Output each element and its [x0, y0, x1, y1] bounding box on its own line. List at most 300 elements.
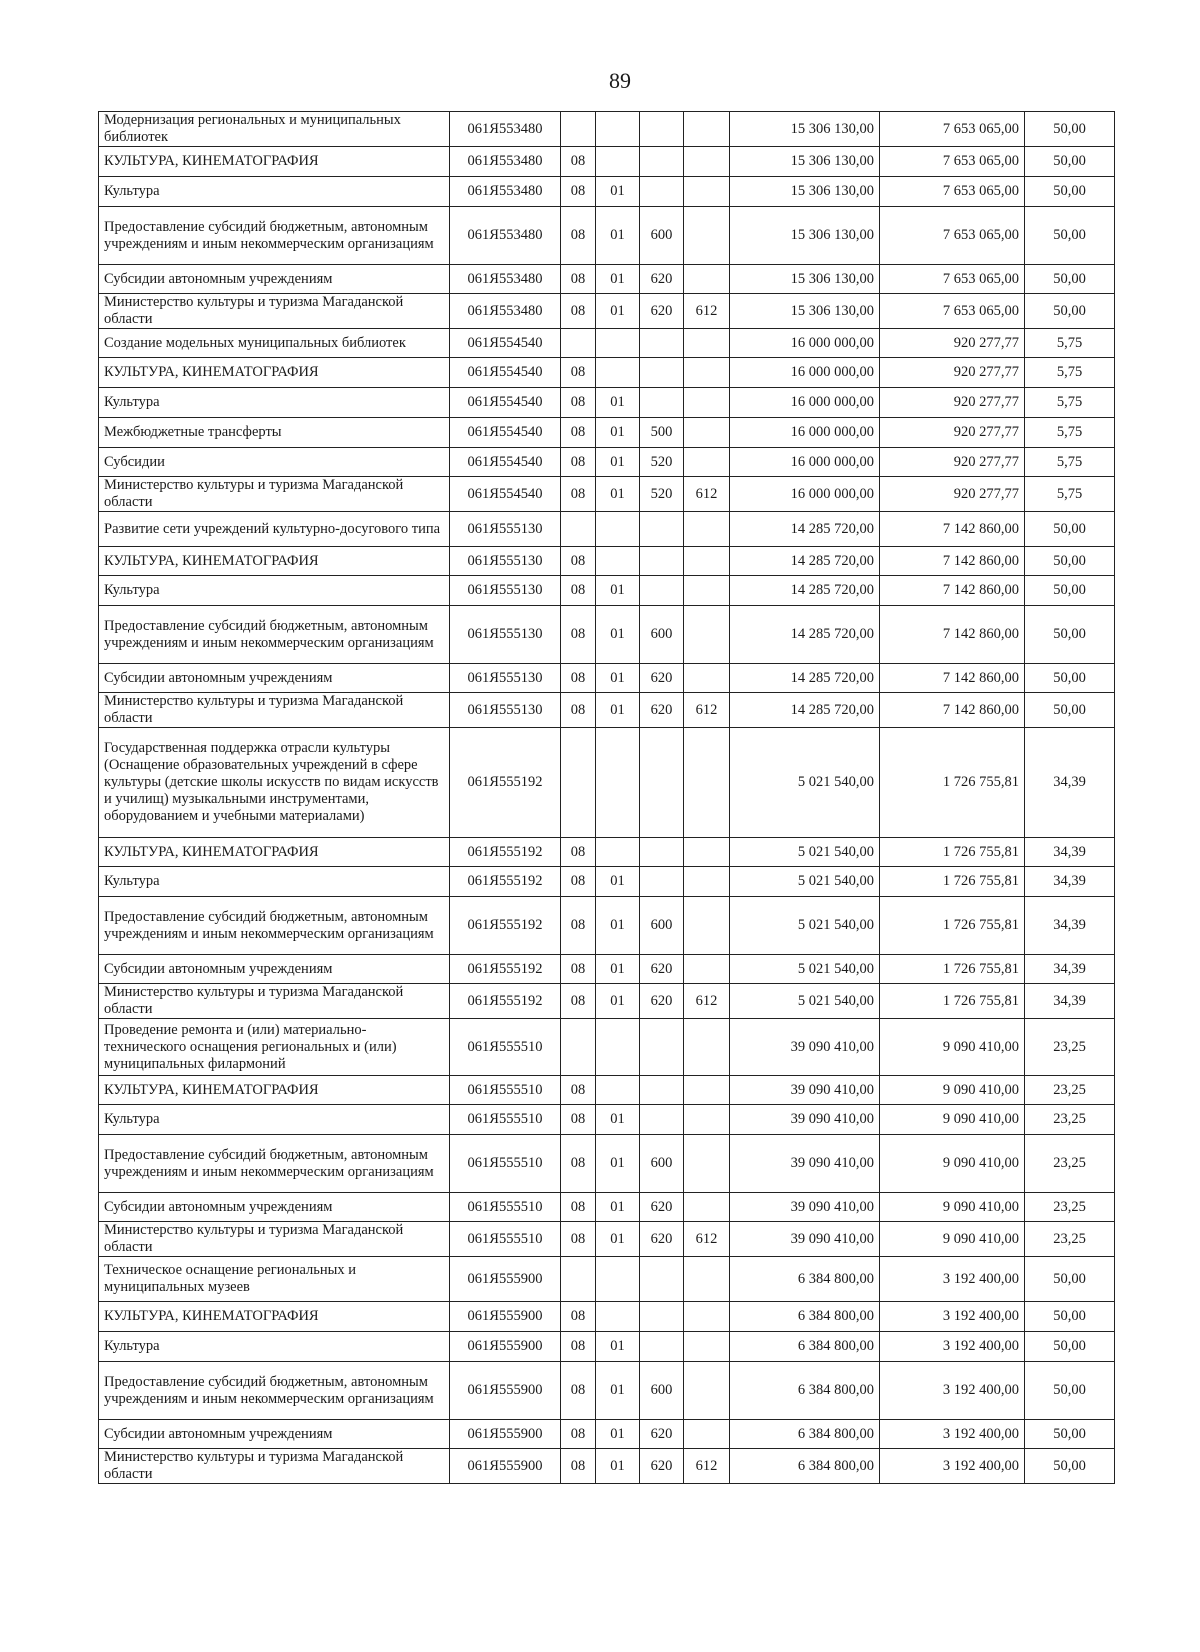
- row-administrator: [684, 1135, 730, 1193]
- row-percent: 5,75: [1025, 448, 1115, 477]
- table-row: [99, 1105, 1115, 1135]
- row-section: 08: [561, 693, 596, 728]
- row-name: Субсидии автономным учреждениям: [99, 1193, 450, 1222]
- row-section: 08: [561, 547, 596, 576]
- row-subsection: 01: [596, 265, 640, 294]
- row-actual-amount: 7 653 065,00: [880, 112, 1025, 147]
- row-subsection: 01: [596, 955, 640, 984]
- row-section: [561, 728, 596, 838]
- row-expense-type: [640, 547, 684, 576]
- row-expense-type: [640, 512, 684, 547]
- row-section: [561, 512, 596, 547]
- row-plan-amount: 15 306 130,00: [730, 294, 880, 329]
- row-plan-amount: 16 000 000,00: [730, 448, 880, 477]
- row-name: Предоставление субсидий бюджетным, автономным учреждениям и иным некоммерческим организациям: [99, 1135, 450, 1193]
- row-actual-amount: 920 277,77: [880, 418, 1025, 448]
- table-row: [99, 664, 1115, 693]
- row-administrator: [684, 147, 730, 177]
- row-expense-type: 600: [640, 1135, 684, 1193]
- row-target-code: 061Я554540: [450, 358, 561, 388]
- table-row: [99, 693, 1115, 728]
- row-plan-amount: 6 384 800,00: [730, 1362, 880, 1420]
- row-actual-amount: 7 142 860,00: [880, 693, 1025, 728]
- row-target-code: 061Я555130: [450, 606, 561, 664]
- row-section: 08: [561, 1193, 596, 1222]
- row-actual-amount: 1 726 755,81: [880, 867, 1025, 897]
- row-section: 08: [561, 448, 596, 477]
- row-section: 08: [561, 664, 596, 693]
- row-target-code: 061Я555192: [450, 984, 561, 1019]
- row-percent: 34,39: [1025, 728, 1115, 838]
- row-section: 08: [561, 1105, 596, 1135]
- row-actual-amount: 9 090 410,00: [880, 1019, 1025, 1076]
- row-plan-amount: 16 000 000,00: [730, 388, 880, 418]
- row-section: 08: [561, 576, 596, 606]
- row-administrator: [684, 897, 730, 955]
- row-plan-amount: 39 090 410,00: [730, 1193, 880, 1222]
- row-plan-amount: 5 021 540,00: [730, 897, 880, 955]
- row-target-code: 061Я555900: [450, 1257, 561, 1302]
- row-actual-amount: 920 277,77: [880, 388, 1025, 418]
- row-subsection: 01: [596, 867, 640, 897]
- row-subsection: 01: [596, 664, 640, 693]
- row-name: Межбюджетные трансферты: [99, 418, 450, 448]
- row-target-code: 061Я554540: [450, 448, 561, 477]
- table-row: [99, 576, 1115, 606]
- row-plan-amount: 39 090 410,00: [730, 1105, 880, 1135]
- row-section: 08: [561, 1302, 596, 1332]
- table-row: [99, 1019, 1115, 1076]
- row-target-code: 061Я553480: [450, 112, 561, 147]
- row-section: 08: [561, 897, 596, 955]
- row-plan-amount: 5 021 540,00: [730, 867, 880, 897]
- row-subsection: 01: [596, 693, 640, 728]
- row-actual-amount: 1 726 755,81: [880, 955, 1025, 984]
- row-name: Техническое оснащение региональных и муниципальных музеев: [99, 1257, 450, 1302]
- row-percent: 50,00: [1025, 294, 1115, 329]
- row-actual-amount: 1 726 755,81: [880, 728, 1025, 838]
- row-name: КУЛЬТУРА, КИНЕМАТОГРАФИЯ: [99, 547, 450, 576]
- table-row: [99, 294, 1115, 329]
- row-actual-amount: 920 277,77: [880, 329, 1025, 358]
- row-plan-amount: 39 090 410,00: [730, 1076, 880, 1105]
- row-administrator: [684, 1076, 730, 1105]
- row-name: Субсидии автономным учреждениям: [99, 664, 450, 693]
- row-plan-amount: 6 384 800,00: [730, 1257, 880, 1302]
- row-section: 08: [561, 1135, 596, 1193]
- row-administrator: [684, 1105, 730, 1135]
- row-percent: 23,25: [1025, 1222, 1115, 1257]
- table-row: [99, 1420, 1115, 1449]
- row-name: Развитие сети учреждений культурно-досугового типа: [99, 512, 450, 547]
- page-number: 89: [609, 68, 631, 93]
- row-section: 08: [561, 1449, 596, 1484]
- row-section: 08: [561, 1076, 596, 1105]
- row-name: Создание модельных муниципальных библиотек: [99, 329, 450, 358]
- row-target-code: 061Я555130: [450, 512, 561, 547]
- row-expense-type: [640, 388, 684, 418]
- row-percent: 34,39: [1025, 838, 1115, 867]
- row-actual-amount: 3 192 400,00: [880, 1332, 1025, 1362]
- row-expense-type: 620: [640, 294, 684, 329]
- row-actual-amount: 7 653 065,00: [880, 177, 1025, 207]
- row-expense-type: 520: [640, 477, 684, 512]
- row-target-code: 061Я555130: [450, 576, 561, 606]
- row-plan-amount: 6 384 800,00: [730, 1449, 880, 1484]
- row-expense-type: 620: [640, 1449, 684, 1484]
- row-percent: 23,25: [1025, 1105, 1115, 1135]
- row-actual-amount: 7 142 860,00: [880, 576, 1025, 606]
- row-subsection: 01: [596, 294, 640, 329]
- row-plan-amount: 16 000 000,00: [730, 329, 880, 358]
- row-actual-amount: 7 653 065,00: [880, 207, 1025, 265]
- row-actual-amount: 920 277,77: [880, 477, 1025, 512]
- row-administrator: [684, 1257, 730, 1302]
- row-plan-amount: 6 384 800,00: [730, 1332, 880, 1362]
- row-subsection: 01: [596, 207, 640, 265]
- row-subsection: 01: [596, 1105, 640, 1135]
- row-subsection: 01: [596, 897, 640, 955]
- row-expense-type: 620: [640, 1420, 684, 1449]
- row-actual-amount: 9 090 410,00: [880, 1105, 1025, 1135]
- row-section: 08: [561, 294, 596, 329]
- row-expense-type: 600: [640, 606, 684, 664]
- row-actual-amount: 7 653 065,00: [880, 147, 1025, 177]
- table-row: [99, 265, 1115, 294]
- row-section: 08: [561, 984, 596, 1019]
- table-row: [99, 388, 1115, 418]
- row-percent: 34,39: [1025, 897, 1115, 955]
- row-percent: 50,00: [1025, 606, 1115, 664]
- row-administrator: [684, 955, 730, 984]
- row-target-code: 061Я554540: [450, 418, 561, 448]
- row-plan-amount: 14 285 720,00: [730, 693, 880, 728]
- row-administrator: [684, 1193, 730, 1222]
- row-name: Министерство культуры и туризма Магаданской области: [99, 1222, 450, 1257]
- budget-table: [98, 111, 1115, 1484]
- row-plan-amount: 39 090 410,00: [730, 1019, 880, 1076]
- row-subsection: [596, 1257, 640, 1302]
- row-section: [561, 1257, 596, 1302]
- row-administrator: [684, 1420, 730, 1449]
- row-expense-type: [640, 1302, 684, 1332]
- row-plan-amount: 16 000 000,00: [730, 418, 880, 448]
- row-subsection: [596, 112, 640, 147]
- row-percent: 50,00: [1025, 1332, 1115, 1362]
- row-expense-type: [640, 1257, 684, 1302]
- table-row: [99, 728, 1115, 838]
- row-subsection: 01: [596, 177, 640, 207]
- row-name: Субсидии автономным учреждениям: [99, 1420, 450, 1449]
- row-administrator: [684, 728, 730, 838]
- row-target-code: 061Я555900: [450, 1332, 561, 1362]
- table-row: [99, 1193, 1115, 1222]
- row-subsection: 01: [596, 576, 640, 606]
- row-percent: 50,00: [1025, 112, 1115, 147]
- row-target-code: 061Я555192: [450, 867, 561, 897]
- row-subsection: 01: [596, 1449, 640, 1484]
- row-administrator: [684, 207, 730, 265]
- row-expense-type: [640, 177, 684, 207]
- row-name: Министерство культуры и туризма Магаданской области: [99, 1449, 450, 1484]
- row-actual-amount: 9 090 410,00: [880, 1135, 1025, 1193]
- row-target-code: 061Я555900: [450, 1302, 561, 1332]
- row-section: 08: [561, 477, 596, 512]
- row-administrator: [684, 1302, 730, 1332]
- row-target-code: 061Я554540: [450, 329, 561, 358]
- row-expense-type: 600: [640, 207, 684, 265]
- row-percent: 50,00: [1025, 547, 1115, 576]
- row-percent: 50,00: [1025, 1302, 1115, 1332]
- row-administrator: [684, 1019, 730, 1076]
- row-section: 08: [561, 388, 596, 418]
- table-row: [99, 547, 1115, 576]
- row-target-code: 061Я555130: [450, 693, 561, 728]
- row-expense-type: 620: [640, 955, 684, 984]
- row-subsection: 01: [596, 418, 640, 448]
- table-row: [99, 512, 1115, 547]
- row-administrator: [684, 576, 730, 606]
- row-actual-amount: 9 090 410,00: [880, 1076, 1025, 1105]
- row-target-code: 061Я555192: [450, 728, 561, 838]
- row-percent: 50,00: [1025, 147, 1115, 177]
- row-plan-amount: 16 000 000,00: [730, 477, 880, 512]
- table-row: [99, 897, 1115, 955]
- row-administrator: 612: [684, 1449, 730, 1484]
- row-target-code: 061Я555900: [450, 1362, 561, 1420]
- row-administrator: 612: [684, 693, 730, 728]
- row-plan-amount: 14 285 720,00: [730, 576, 880, 606]
- row-plan-amount: 15 306 130,00: [730, 265, 880, 294]
- row-subsection: 01: [596, 1362, 640, 1420]
- table-row: [99, 1257, 1115, 1302]
- table-row: [99, 358, 1115, 388]
- table-row: [99, 418, 1115, 448]
- row-actual-amount: 920 277,77: [880, 358, 1025, 388]
- row-expense-type: [640, 838, 684, 867]
- row-section: 08: [561, 418, 596, 448]
- row-actual-amount: 1 726 755,81: [880, 897, 1025, 955]
- table-row: [99, 1302, 1115, 1332]
- row-percent: 50,00: [1025, 1362, 1115, 1420]
- row-section: 08: [561, 1222, 596, 1257]
- row-plan-amount: 6 384 800,00: [730, 1420, 880, 1449]
- row-name: Субсидии: [99, 448, 450, 477]
- row-plan-amount: 15 306 130,00: [730, 112, 880, 147]
- row-plan-amount: 5 021 540,00: [730, 838, 880, 867]
- row-target-code: 061Я553480: [450, 207, 561, 265]
- row-administrator: [684, 448, 730, 477]
- row-percent: 23,25: [1025, 1076, 1115, 1105]
- table-row: [99, 867, 1115, 897]
- row-name: Предоставление субсидий бюджетным, автономным учреждениям и иным некоммерческим организациям: [99, 1362, 450, 1420]
- row-expense-type: [640, 728, 684, 838]
- row-name: КУЛЬТУРА, КИНЕМАТОГРАФИЯ: [99, 147, 450, 177]
- row-administrator: 612: [684, 294, 730, 329]
- row-name: Культура: [99, 576, 450, 606]
- row-name: Культура: [99, 867, 450, 897]
- row-expense-type: [640, 1105, 684, 1135]
- row-expense-type: 620: [640, 664, 684, 693]
- row-expense-type: 620: [640, 1222, 684, 1257]
- row-administrator: [684, 177, 730, 207]
- row-actual-amount: 7 142 860,00: [880, 512, 1025, 547]
- row-percent: 50,00: [1025, 207, 1115, 265]
- row-target-code: 061Я553480: [450, 265, 561, 294]
- row-plan-amount: 39 090 410,00: [730, 1222, 880, 1257]
- row-target-code: 061Я555130: [450, 664, 561, 693]
- row-subsection: [596, 1076, 640, 1105]
- table-row: [99, 207, 1115, 265]
- row-subsection: 01: [596, 1222, 640, 1257]
- row-name: КУЛЬТУРА, КИНЕМАТОГРАФИЯ: [99, 838, 450, 867]
- row-administrator: 612: [684, 477, 730, 512]
- row-actual-amount: 1 726 755,81: [880, 838, 1025, 867]
- row-plan-amount: 5 021 540,00: [730, 728, 880, 838]
- row-target-code: 061Я553480: [450, 294, 561, 329]
- row-expense-type: [640, 147, 684, 177]
- row-percent: 5,75: [1025, 477, 1115, 512]
- table-row: [99, 448, 1115, 477]
- row-expense-type: [640, 1019, 684, 1076]
- table-row: [99, 177, 1115, 207]
- row-name: КУЛЬТУРА, КИНЕМАТОГРАФИЯ: [99, 1302, 450, 1332]
- row-percent: 50,00: [1025, 1449, 1115, 1484]
- row-plan-amount: 5 021 540,00: [730, 955, 880, 984]
- row-administrator: [684, 867, 730, 897]
- row-administrator: [684, 838, 730, 867]
- table-row: [99, 329, 1115, 358]
- row-name: Субсидии автономным учреждениям: [99, 265, 450, 294]
- row-subsection: 01: [596, 1420, 640, 1449]
- table-row: [99, 1222, 1115, 1257]
- row-plan-amount: 15 306 130,00: [730, 147, 880, 177]
- row-administrator: [684, 606, 730, 664]
- row-administrator: [684, 1362, 730, 1420]
- row-administrator: [684, 329, 730, 358]
- row-actual-amount: 9 090 410,00: [880, 1222, 1025, 1257]
- row-expense-type: 600: [640, 897, 684, 955]
- table-row: [99, 477, 1115, 512]
- row-target-code: 061Я555192: [450, 897, 561, 955]
- row-subsection: [596, 147, 640, 177]
- row-administrator: [684, 358, 730, 388]
- row-plan-amount: 15 306 130,00: [730, 207, 880, 265]
- row-target-code: 061Я555900: [450, 1420, 561, 1449]
- row-target-code: 061Я554540: [450, 388, 561, 418]
- row-expense-type: 520: [640, 448, 684, 477]
- row-target-code: 061Я553480: [450, 177, 561, 207]
- row-percent: 50,00: [1025, 576, 1115, 606]
- row-section: 08: [561, 1332, 596, 1362]
- row-expense-type: [640, 1076, 684, 1105]
- row-section: 08: [561, 207, 596, 265]
- row-section: 08: [561, 147, 596, 177]
- row-section: 08: [561, 955, 596, 984]
- row-expense-type: [640, 329, 684, 358]
- row-plan-amount: 14 285 720,00: [730, 606, 880, 664]
- row-percent: 50,00: [1025, 512, 1115, 547]
- row-target-code: 061Я555510: [450, 1076, 561, 1105]
- row-name: Министерство культуры и туризма Магаданской области: [99, 294, 450, 329]
- row-target-code: 061Я555510: [450, 1193, 561, 1222]
- row-plan-amount: 14 285 720,00: [730, 664, 880, 693]
- row-administrator: [684, 112, 730, 147]
- row-subsection: [596, 728, 640, 838]
- row-percent: 5,75: [1025, 388, 1115, 418]
- row-name: КУЛЬТУРА, КИНЕМАТОГРАФИЯ: [99, 1076, 450, 1105]
- row-percent: 5,75: [1025, 358, 1115, 388]
- row-section: 08: [561, 265, 596, 294]
- table-row: [99, 606, 1115, 664]
- row-name: КУЛЬТУРА, КИНЕМАТОГРАФИЯ: [99, 358, 450, 388]
- row-subsection: 01: [596, 477, 640, 512]
- row-section: 08: [561, 1420, 596, 1449]
- row-target-code: 061Я555900: [450, 1449, 561, 1484]
- table-row: [99, 147, 1115, 177]
- row-percent: 50,00: [1025, 1420, 1115, 1449]
- row-percent: 34,39: [1025, 984, 1115, 1019]
- row-section: 08: [561, 1362, 596, 1420]
- row-expense-type: [640, 576, 684, 606]
- row-plan-amount: 5 021 540,00: [730, 984, 880, 1019]
- row-actual-amount: 3 192 400,00: [880, 1420, 1025, 1449]
- row-plan-amount: 14 285 720,00: [730, 512, 880, 547]
- row-subsection: [596, 1302, 640, 1332]
- row-subsection: 01: [596, 1135, 640, 1193]
- row-name: Предоставление субсидий бюджетным, автономным учреждениям и иным некоммерческим организациям: [99, 207, 450, 265]
- row-administrator: 612: [684, 984, 730, 1019]
- row-percent: 34,39: [1025, 955, 1115, 984]
- row-administrator: 612: [684, 1222, 730, 1257]
- row-subsection: 01: [596, 448, 640, 477]
- row-actual-amount: 7 142 860,00: [880, 547, 1025, 576]
- row-actual-amount: 920 277,77: [880, 448, 1025, 477]
- table-row: [99, 984, 1115, 1019]
- row-name: Культура: [99, 1332, 450, 1362]
- row-subsection: [596, 358, 640, 388]
- row-actual-amount: 7 142 860,00: [880, 606, 1025, 664]
- row-percent: 50,00: [1025, 693, 1115, 728]
- row-percent: 5,75: [1025, 418, 1115, 448]
- table-row: [99, 1135, 1115, 1193]
- row-target-code: 061Я555510: [450, 1135, 561, 1193]
- row-percent: 50,00: [1025, 177, 1115, 207]
- table-row: [99, 1449, 1115, 1484]
- row-section: 08: [561, 606, 596, 664]
- row-percent: 50,00: [1025, 265, 1115, 294]
- row-actual-amount: 3 192 400,00: [880, 1257, 1025, 1302]
- row-name: Культура: [99, 177, 450, 207]
- table-row: [99, 955, 1115, 984]
- row-subsection: [596, 547, 640, 576]
- row-target-code: 061Я555510: [450, 1222, 561, 1257]
- row-percent: 23,25: [1025, 1019, 1115, 1076]
- row-expense-type: 500: [640, 418, 684, 448]
- row-expense-type: [640, 112, 684, 147]
- row-percent: 23,25: [1025, 1193, 1115, 1222]
- row-target-code: 061Я555510: [450, 1019, 561, 1076]
- row-name: Субсидии автономным учреждениям: [99, 955, 450, 984]
- row-section: [561, 1019, 596, 1076]
- row-subsection: 01: [596, 606, 640, 664]
- row-expense-type: 620: [640, 1193, 684, 1222]
- row-name: Модернизация региональных и муниципальных библиотек: [99, 112, 450, 147]
- row-subsection: 01: [596, 984, 640, 1019]
- row-percent: 50,00: [1025, 664, 1115, 693]
- row-actual-amount: 7 653 065,00: [880, 265, 1025, 294]
- row-administrator: [684, 265, 730, 294]
